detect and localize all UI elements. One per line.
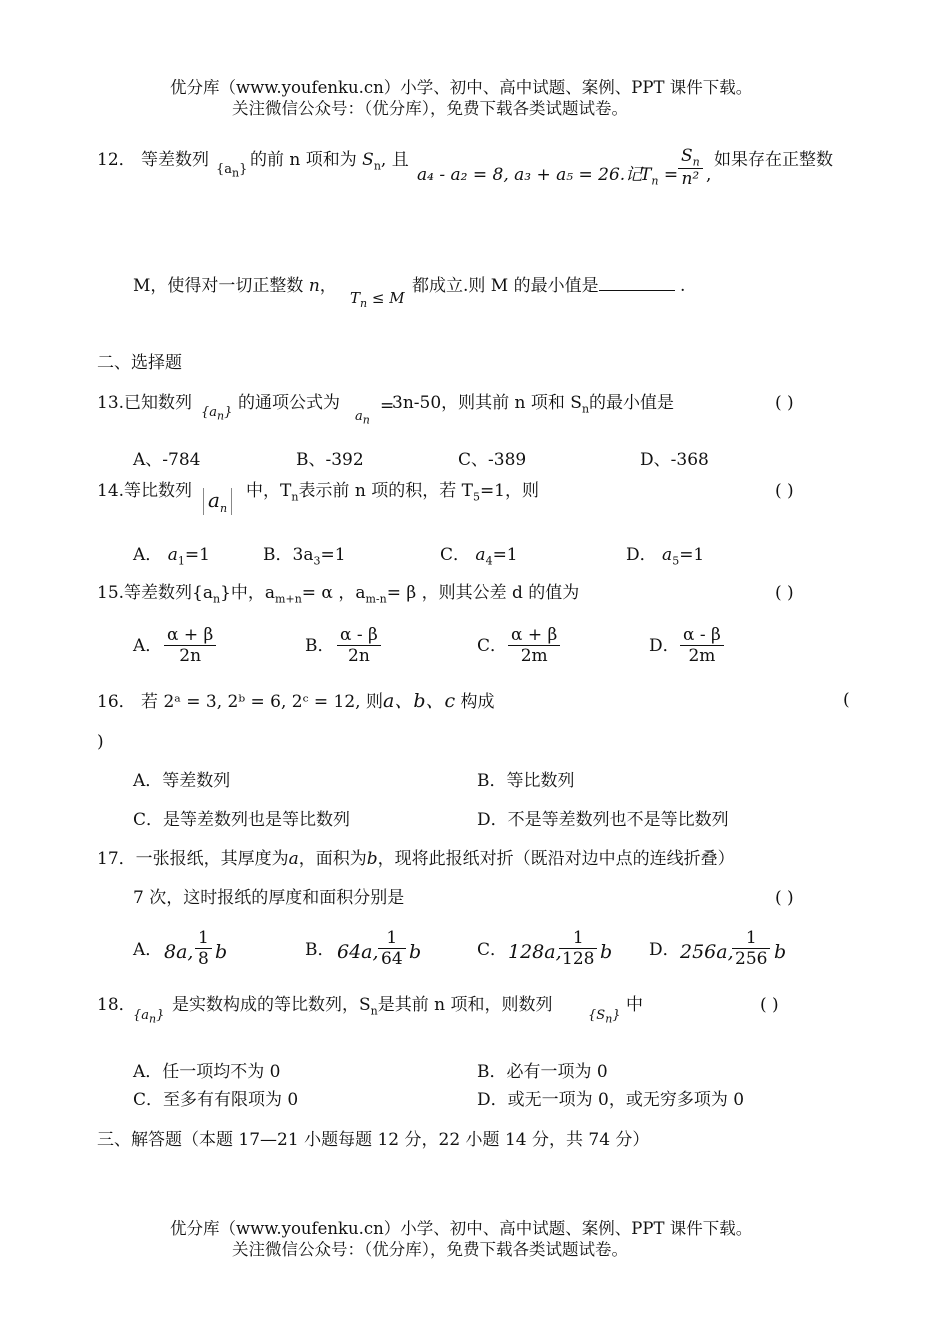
q18-sequence-s: $\{S_n\}$ bbox=[588, 1008, 621, 1026]
q15-option-a-fraction: $\frac{\alpha + \beta}{2n}$ bbox=[164, 625, 216, 666]
q17-option-c-fraction: $\frac{1}{128}$ bbox=[559, 928, 597, 969]
q17-option-c-label: C． bbox=[477, 940, 508, 960]
q17-answer-paren: ( ) bbox=[775, 888, 794, 908]
q13-answer-paren: ( ) bbox=[775, 393, 794, 413]
q18-sequence: $\{a_n\}$ bbox=[133, 1008, 165, 1026]
q12-comma: , bbox=[706, 165, 712, 185]
q13-option-c: C、-389 bbox=[458, 450, 527, 470]
q12-sequence: $\{a_n\}$ bbox=[216, 162, 248, 180]
q13-option-a: A、-784 bbox=[133, 450, 201, 470]
q14-option-b: B．$3a_3=1$ bbox=[263, 545, 346, 568]
q14-option-c: C． $a_4=1$ bbox=[440, 545, 518, 568]
q16-paren-open: ( bbox=[843, 690, 850, 710]
q14-text: 中，$T_n$表示前 n 项的积，若 $T_5=1$，则 bbox=[246, 481, 539, 504]
q17-option-b-coef: 64a, bbox=[337, 941, 379, 963]
q17-option-a-fraction: $\frac{1}{8}$ bbox=[195, 928, 212, 969]
section-3-title: 三、解答题（本题 17—21 小题每题 12 分，22 小题 14 分，共 74 分） bbox=[97, 1130, 650, 1150]
q12-fraction: $\frac{S_n}{\text{n²}}$ bbox=[678, 146, 703, 189]
q12-answer-blank[interactable] bbox=[599, 276, 675, 291]
q12-tn: $T_n$ = bbox=[640, 165, 679, 188]
q17-option-d-coef: 256a, bbox=[680, 941, 734, 963]
header-line-2: 关注微信公众号：（优分库），免费下载各类试题试卷。 bbox=[232, 99, 628, 118]
q17-option-a-label: A． bbox=[133, 940, 163, 960]
q17-option-a-coef: 8a, bbox=[164, 941, 194, 963]
q13-text-3: 3n-50，则其前 n 项和 $S_n$的最小值是 bbox=[392, 393, 675, 416]
q17-option-b-fraction: $\frac{1}{64}$ bbox=[378, 928, 406, 969]
q13-option-b: B、-392 bbox=[296, 450, 364, 470]
q15-option-d-fraction: $\frac{\alpha - \beta}{2m}$ bbox=[680, 625, 724, 666]
q12-condition: a₄ - a₂ = 8, a₃ + a₅ = 26.记 bbox=[417, 165, 643, 185]
header-line-1: 优分库（www.youfenku.cn）小学、初中、高中试题、案例、PPT 课件下载。 bbox=[170, 78, 753, 97]
q16-line: 16． 若 2ᵃ = 3, 2ᵇ = 6, 2ᶜ = 12, 则a、b、c 构成 bbox=[97, 690, 495, 712]
q18-answer-paren: ( ) bbox=[760, 995, 779, 1015]
q17-line-2: 7 次，这时报纸的厚度和面积分别是 bbox=[133, 888, 405, 908]
q15-option-c-label: C． bbox=[477, 636, 508, 656]
q16-option-a: A．等差数列 bbox=[133, 771, 231, 791]
q13-option-d: D、-368 bbox=[640, 450, 709, 470]
q17-option-b-b: b bbox=[409, 941, 422, 963]
section-2-title: 二、选择题 bbox=[97, 353, 182, 373]
q13-sequence: $\{a_n\}$ bbox=[201, 405, 233, 423]
q17-option-d-label: D． bbox=[649, 940, 680, 960]
footer-line-2: 关注微信公众号：（优分库），免费下载各类试题试卷。 bbox=[232, 1240, 628, 1259]
q15-line: 15.等差数列$\{a_n\}$中，$a_{m+n}= \alpha$ ，$a_{m-n}= \beta$ ，则其公差 d 的值为 bbox=[97, 583, 580, 606]
q17-option-a-b: b bbox=[215, 941, 228, 963]
q12-line-1 bbox=[97, 150, 209, 170]
q12-line-2-end: 都成立.则 M 的最小值是 . bbox=[412, 276, 686, 296]
q18-text: 是实数构成的等比数列，$S_n$是其前 n 项和，则数列 bbox=[172, 995, 553, 1018]
q15-answer-paren: ( ) bbox=[775, 583, 794, 603]
footer-line-1: 优分库（www.youfenku.cn）小学、初中、高中试题、案例、PPT 课件下载。 bbox=[170, 1219, 753, 1238]
q12-text-1: 等差数列 bbox=[141, 150, 210, 170]
q14-line: 14.等比数列 bbox=[97, 481, 193, 501]
q18-option-d: D．或无一项为 0，或无穷多项为 0 bbox=[477, 1090, 745, 1110]
q16-option-d: D．不是等差数列也不是等比数列 bbox=[477, 810, 729, 830]
q12-inequality: $T_n \le M$ bbox=[350, 289, 405, 310]
q17-option-c-coef: 128a, bbox=[508, 941, 562, 963]
q14-option-a: A． $a_1=1$ bbox=[133, 545, 210, 568]
q17-option-d-b: b bbox=[774, 941, 787, 963]
q12-text-2: 的前 n 项和为 $S_n$, 且 bbox=[250, 150, 409, 173]
q16-paren-close: ) bbox=[97, 732, 104, 752]
q15-option-c-fraction: $\frac{\alpha + \beta}{2m}$ bbox=[508, 625, 560, 666]
q15-option-b-fraction: $\frac{\alpha - \beta}{2n}$ bbox=[337, 625, 381, 666]
q18-text-end: 中 bbox=[626, 995, 643, 1015]
q13-text-2: 的通项公式为 bbox=[238, 393, 340, 413]
q12-text-4: 如果存在正整数 bbox=[714, 150, 833, 170]
q18-option-a: A．任一项均不为 0 bbox=[133, 1062, 281, 1082]
q17-line-1: 17．一张报纸，其厚度为a，面积为b，现将此报纸对折（既沿对边中点的连线折叠） bbox=[97, 849, 735, 869]
q17-option-d-fraction: $\frac{1}{256}$ bbox=[732, 928, 770, 969]
q12-line-2: M，使得对一切正整数 n， bbox=[133, 276, 337, 296]
q14-sequence: $a_n$ bbox=[203, 488, 232, 515]
q18-number: 18． bbox=[97, 995, 136, 1015]
q16-option-c: C．是等差数列也是等比数列 bbox=[133, 810, 351, 830]
q12-number: 12． bbox=[97, 150, 136, 170]
q17-option-b-label: B． bbox=[305, 940, 335, 960]
q18-option-b: B．必有一项为 0 bbox=[477, 1062, 608, 1082]
q17-option-c-b: b bbox=[600, 941, 613, 963]
q18-option-c: C．至多有有限项为 0 bbox=[133, 1090, 299, 1110]
q15-option-d-label: D． bbox=[649, 636, 680, 656]
q14-answer-paren: ( ) bbox=[775, 481, 794, 501]
q13-line: 13.已知数列 bbox=[97, 393, 193, 413]
q13-an: $a_n$ = bbox=[355, 396, 395, 427]
q14-option-d: D． $a_5=1$ bbox=[626, 545, 705, 568]
q15-option-b-label: B． bbox=[305, 636, 335, 656]
q16-option-b: B．等比数列 bbox=[477, 771, 575, 791]
q15-option-a-label: A． bbox=[133, 636, 163, 656]
